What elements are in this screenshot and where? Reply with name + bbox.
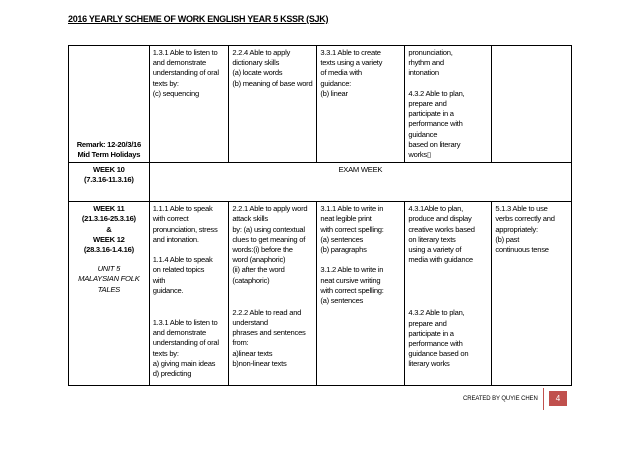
writing-cell: 3.3.1 Able to create texts using a variety of media with guidance: (b) linear bbox=[317, 46, 405, 163]
week-dates: (21.3.16-25.3.16) bbox=[81, 214, 136, 224]
reading-cell: 2.2.4 Able to apply dictionary skills (a) locate words (b) meaning of base word bbox=[229, 46, 317, 163]
literature-block: 4.3.1Able to plan, produce and display creative works based on literary texts using a variety of media with guidance bbox=[408, 204, 475, 265]
table-row bbox=[69, 202, 572, 386]
week-label: WEEK 11 bbox=[93, 204, 125, 214]
listening-block: 1.1.1 Able to speak with correct pronunciation, stress and intonation. 1.1.4 Able to speak on related topics with guidance. bbox=[152, 204, 218, 295]
listening-speaking-cell: 1.3.1 Able to listen to and demonstrate understanding of oral texts by: (c) sequencing bbox=[149, 46, 229, 163]
week-dates: (28.3.16-1.4.16) bbox=[83, 245, 134, 255]
grammar-cell: 5.1.3 Able to use verbs correctly and appropriately: (b) past continuous tense bbox=[492, 202, 572, 386]
reading-block: 2.2.2 Able to read and understand phrases and sentences from: a)linear texts b)non-linear texts bbox=[232, 307, 306, 368]
grammar-cell bbox=[492, 46, 572, 163]
document-title: 2016 YEARLY SCHEME OF WORK ENGLISH YEAR 5 KSSR (SJK) bbox=[68, 14, 329, 24]
reading-block: 2.2.1 Able to apply word attack skills by: (a) using contextual clues to get meaning of words:(i) before the word (anaphoric) (ii) after the word (cataphoric) bbox=[232, 204, 308, 285]
literature-cell: pronunciation, rhythm and intonation 4.3.2 Able to plan, prepare and participate in a performance with guidance based on literary works▯ bbox=[405, 46, 492, 163]
ampersand: & bbox=[106, 224, 112, 234]
footer-credit: CREATED BY QUYIE CHEN bbox=[463, 396, 538, 402]
page-number-badge: 4 bbox=[549, 391, 567, 406]
listening-speaking-cell bbox=[149, 202, 229, 386]
remark-cell: Remark: 12-20/3/16 Mid Term Holidays bbox=[69, 46, 150, 163]
week-label: WEEK 10 bbox=[93, 165, 125, 175]
page-number-divider bbox=[543, 388, 544, 410]
listening-block: 1.3.1 Able to listen to and demonstrate understanding of oral texts by: a) giving main ideas d) predicting bbox=[152, 318, 219, 379]
literature-block: 4.3.2 Able to plan, prepare and participate in a performance with guidance based on literary works bbox=[408, 308, 469, 369]
week-dates: (7.3.16-11.3.16) bbox=[84, 175, 134, 185]
table-row bbox=[69, 163, 572, 202]
scheme-table bbox=[68, 45, 572, 386]
reading-cell bbox=[229, 202, 317, 386]
week-label: WEEK 12 bbox=[93, 234, 125, 244]
literature-cell bbox=[405, 202, 492, 386]
week-cell bbox=[69, 163, 150, 202]
unit-title: UNIT 5 MALAYSIAN FOLK TALES bbox=[78, 264, 140, 294]
writing-cell: 3.1.1 Able to write in neat legible print with correct spelling: (a) sentences (b) paragraphs 3.1.2 Able to write in neat cursive writing with correct spelling: (a) sentences bbox=[317, 202, 405, 386]
table-row bbox=[69, 46, 572, 163]
exam-week-cell: EXAM WEEK bbox=[149, 163, 571, 202]
week-cell bbox=[69, 202, 150, 386]
